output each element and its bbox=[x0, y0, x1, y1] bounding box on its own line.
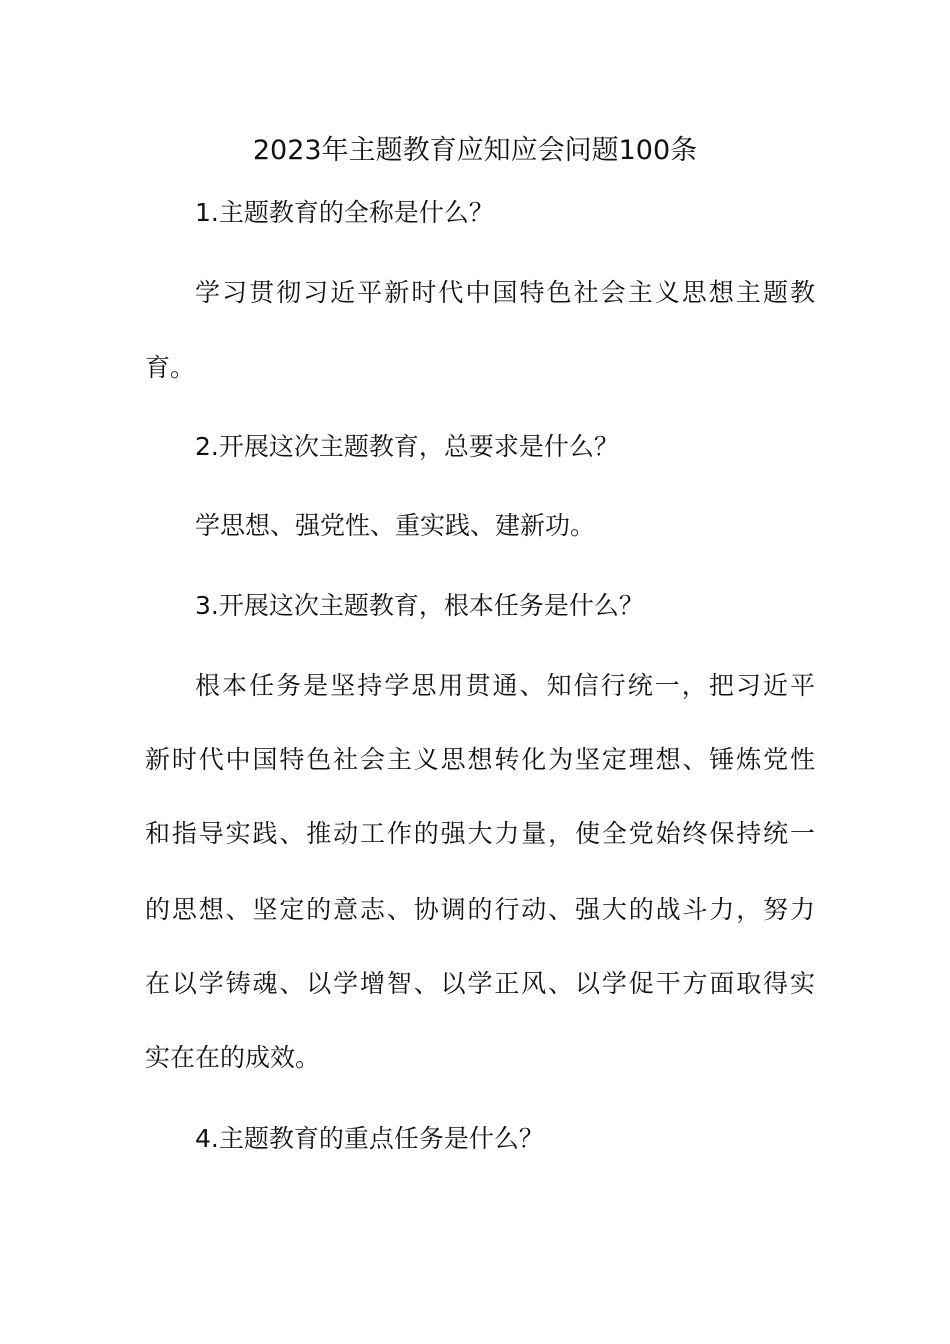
answer-3-line-2: 新时代中国特色社会主义思想转化为坚定理想、锤炼党性 bbox=[145, 745, 815, 774]
answer-3-line-5: 在以学铸魂、以学增智、以学正风、以学促干方面取得实 bbox=[145, 969, 815, 998]
question-1: 1.主题教育的全称是什么？ bbox=[195, 198, 494, 227]
answer-1-line-2: 育。 bbox=[145, 353, 196, 382]
question-3: 3.开展这次主题教育，根本任务是什么？ bbox=[195, 591, 644, 620]
question-4: 4.主题教育的重点任务是什么？ bbox=[195, 1124, 544, 1153]
answer-3-line-6: 实在在的成效。 bbox=[145, 1043, 321, 1072]
document-title: 2023年主题教育应知应会问题100条 bbox=[252, 135, 698, 166]
answer-1-line-1: 学习贯彻习近平新时代中国特色社会主义思想主题教 bbox=[195, 278, 815, 307]
answer-3-line-4: 的思想、坚定的意志、协调的行动、强大的战斗力，努力 bbox=[145, 895, 815, 924]
answer-3-line-1: 根本任务是坚持学思用贯通、知信行统一，把习近平 bbox=[195, 671, 815, 700]
answer-3-line-3: 和指导实践、推动工作的强大力量，使全党始终保持统一 bbox=[145, 819, 815, 848]
question-2: 2.开展这次主题教育，总要求是什么？ bbox=[195, 432, 619, 461]
answer-2-line-1: 学思想、强党性、重实践、建新功。 bbox=[195, 511, 596, 540]
